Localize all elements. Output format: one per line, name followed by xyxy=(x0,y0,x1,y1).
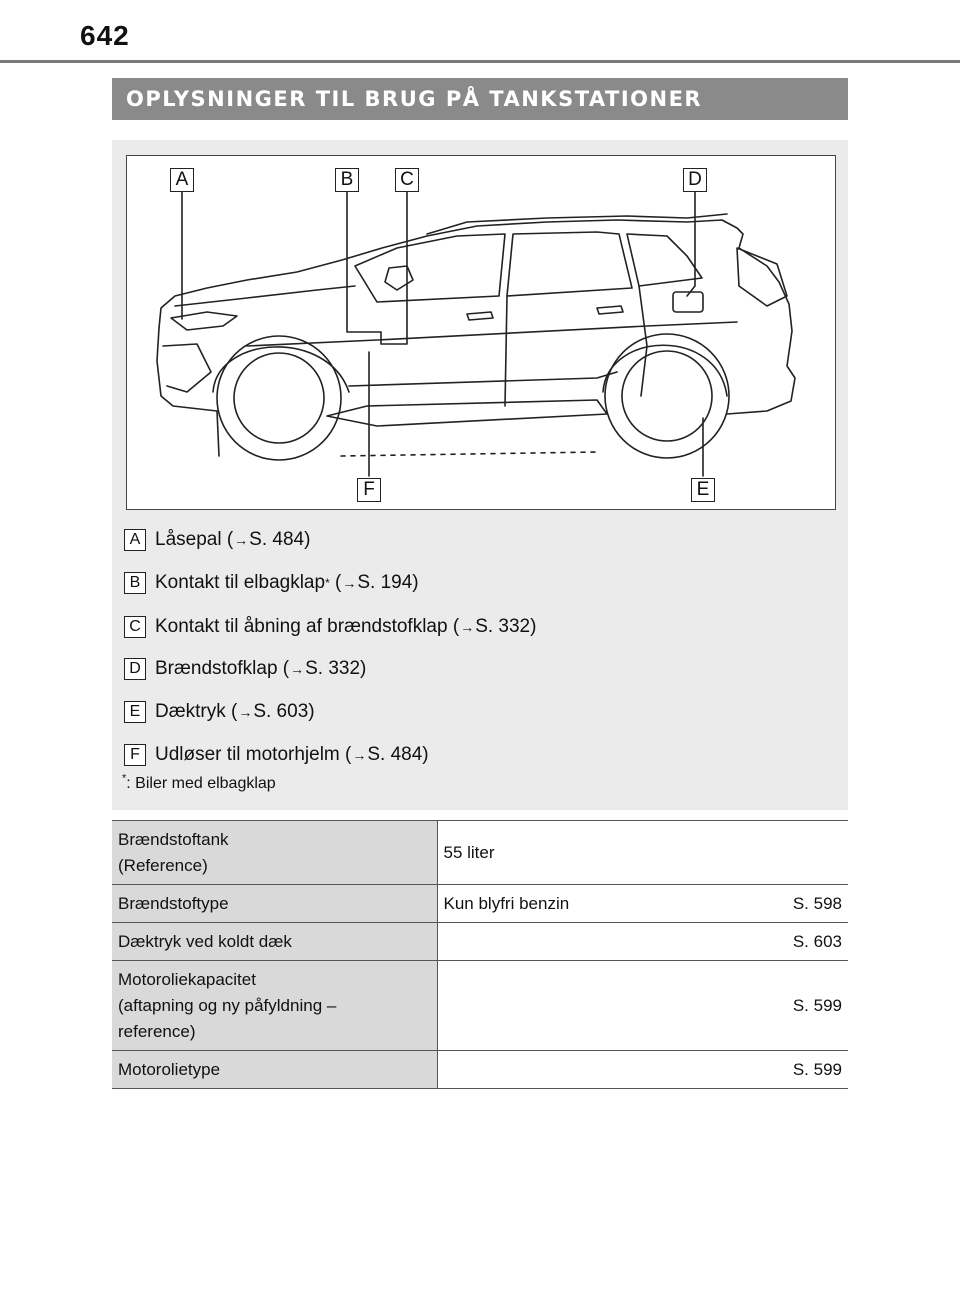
legend-text-2: ( xyxy=(329,572,342,593)
page-number: 642 xyxy=(80,20,130,51)
callout-e: E xyxy=(691,478,715,502)
row-label-line: Motorolietype xyxy=(118,1059,221,1079)
row-value xyxy=(437,1051,848,1089)
arrow-right-icon: → xyxy=(342,575,357,591)
row-label-line: Brændstoftank xyxy=(118,829,229,849)
callout-c: C xyxy=(395,168,419,192)
row-ref[interactable]: S. 603 xyxy=(792,931,842,951)
legend-text: Udløser til motorhjelm ( xyxy=(155,744,352,765)
legend-text: Kontakt til åbning af brændstofklap ( xyxy=(155,616,460,637)
legend-key: A xyxy=(124,529,146,551)
callout-b: B xyxy=(335,168,359,192)
callout-a: A xyxy=(170,168,194,192)
header-rule xyxy=(0,60,960,63)
legend-ref[interactable]: S. 332) xyxy=(305,658,367,679)
row-label-line: Motoroliekapacitet xyxy=(118,969,256,989)
table-row xyxy=(112,923,848,961)
row-label xyxy=(112,923,437,961)
legend-key: B xyxy=(124,572,146,594)
footnote xyxy=(122,772,276,793)
legend-ref[interactable]: S. 484) xyxy=(249,529,311,550)
legend-text: Låsepal ( xyxy=(155,529,234,550)
legend-key: E xyxy=(124,701,146,723)
row-label-line: (aftapning og ny påfyldning – xyxy=(118,995,337,1015)
footnote-text: : Biler med elbagklap xyxy=(126,775,276,792)
arrow-right-icon: → xyxy=(352,747,367,763)
legend-text: Dæktryk ( xyxy=(155,701,238,722)
footnote-mark: * xyxy=(122,772,127,785)
row-label xyxy=(112,961,437,1051)
legend-text: Kontakt til elbagklap xyxy=(155,572,326,593)
car-side-view-illustration xyxy=(127,156,834,508)
row-label xyxy=(112,885,437,923)
legend-ref[interactable]: S. 194) xyxy=(357,572,419,593)
legend-item-e xyxy=(124,699,315,725)
legend-ref[interactable]: S. 484) xyxy=(367,744,429,765)
legend-key: F xyxy=(124,744,146,766)
row-label xyxy=(112,1051,437,1089)
arrow-right-icon: → xyxy=(290,661,305,677)
section-title: OPLYSNINGER TIL BRUG PÅ TANKSTATIONER xyxy=(112,78,848,120)
arrow-right-icon: → xyxy=(238,704,253,720)
row-ref[interactable]: S. 598 xyxy=(792,893,842,913)
fuel-info-table xyxy=(112,820,848,1089)
table-row xyxy=(112,1051,848,1089)
arrow-right-icon: → xyxy=(460,619,475,635)
row-label-line: (Reference) xyxy=(118,855,208,875)
row-value-text: 55 liter xyxy=(443,842,495,862)
callout-d: D xyxy=(683,168,707,192)
row-value xyxy=(437,885,848,923)
row-value xyxy=(437,923,848,961)
legend-item-b: B Kontakt til elbagklap * ( → S. 194) xyxy=(124,570,419,596)
row-value xyxy=(437,821,848,885)
legend-item-d xyxy=(124,656,366,682)
row-label-line: Brændstoftype xyxy=(118,893,229,913)
table-row xyxy=(112,961,848,1051)
legend-item-a xyxy=(124,527,310,553)
arrow-right-icon: → xyxy=(234,532,249,548)
vehicle-figure xyxy=(126,155,836,510)
legend-ref[interactable]: S. 332) xyxy=(475,616,537,637)
legend-ref[interactable]: S. 603) xyxy=(253,701,315,722)
row-value-text: Kun blyfri benzin xyxy=(443,893,570,913)
row-label-line: reference) xyxy=(118,1021,196,1041)
row-label-line: Dæktryk ved koldt dæk xyxy=(118,931,292,951)
table-row xyxy=(112,821,848,885)
legend-text: Brændstofklap ( xyxy=(155,658,290,679)
row-ref[interactable]: S. 599 xyxy=(792,1059,842,1079)
legend-key: C xyxy=(124,616,146,638)
row-ref[interactable]: S. 599 xyxy=(792,995,842,1015)
table-row xyxy=(112,885,848,923)
legend-item-f xyxy=(124,742,429,768)
row-value xyxy=(437,961,848,1051)
row-label xyxy=(112,821,437,885)
legend-item-c xyxy=(124,614,536,640)
callout-f: F xyxy=(357,478,381,502)
legend-key: D xyxy=(124,658,146,680)
